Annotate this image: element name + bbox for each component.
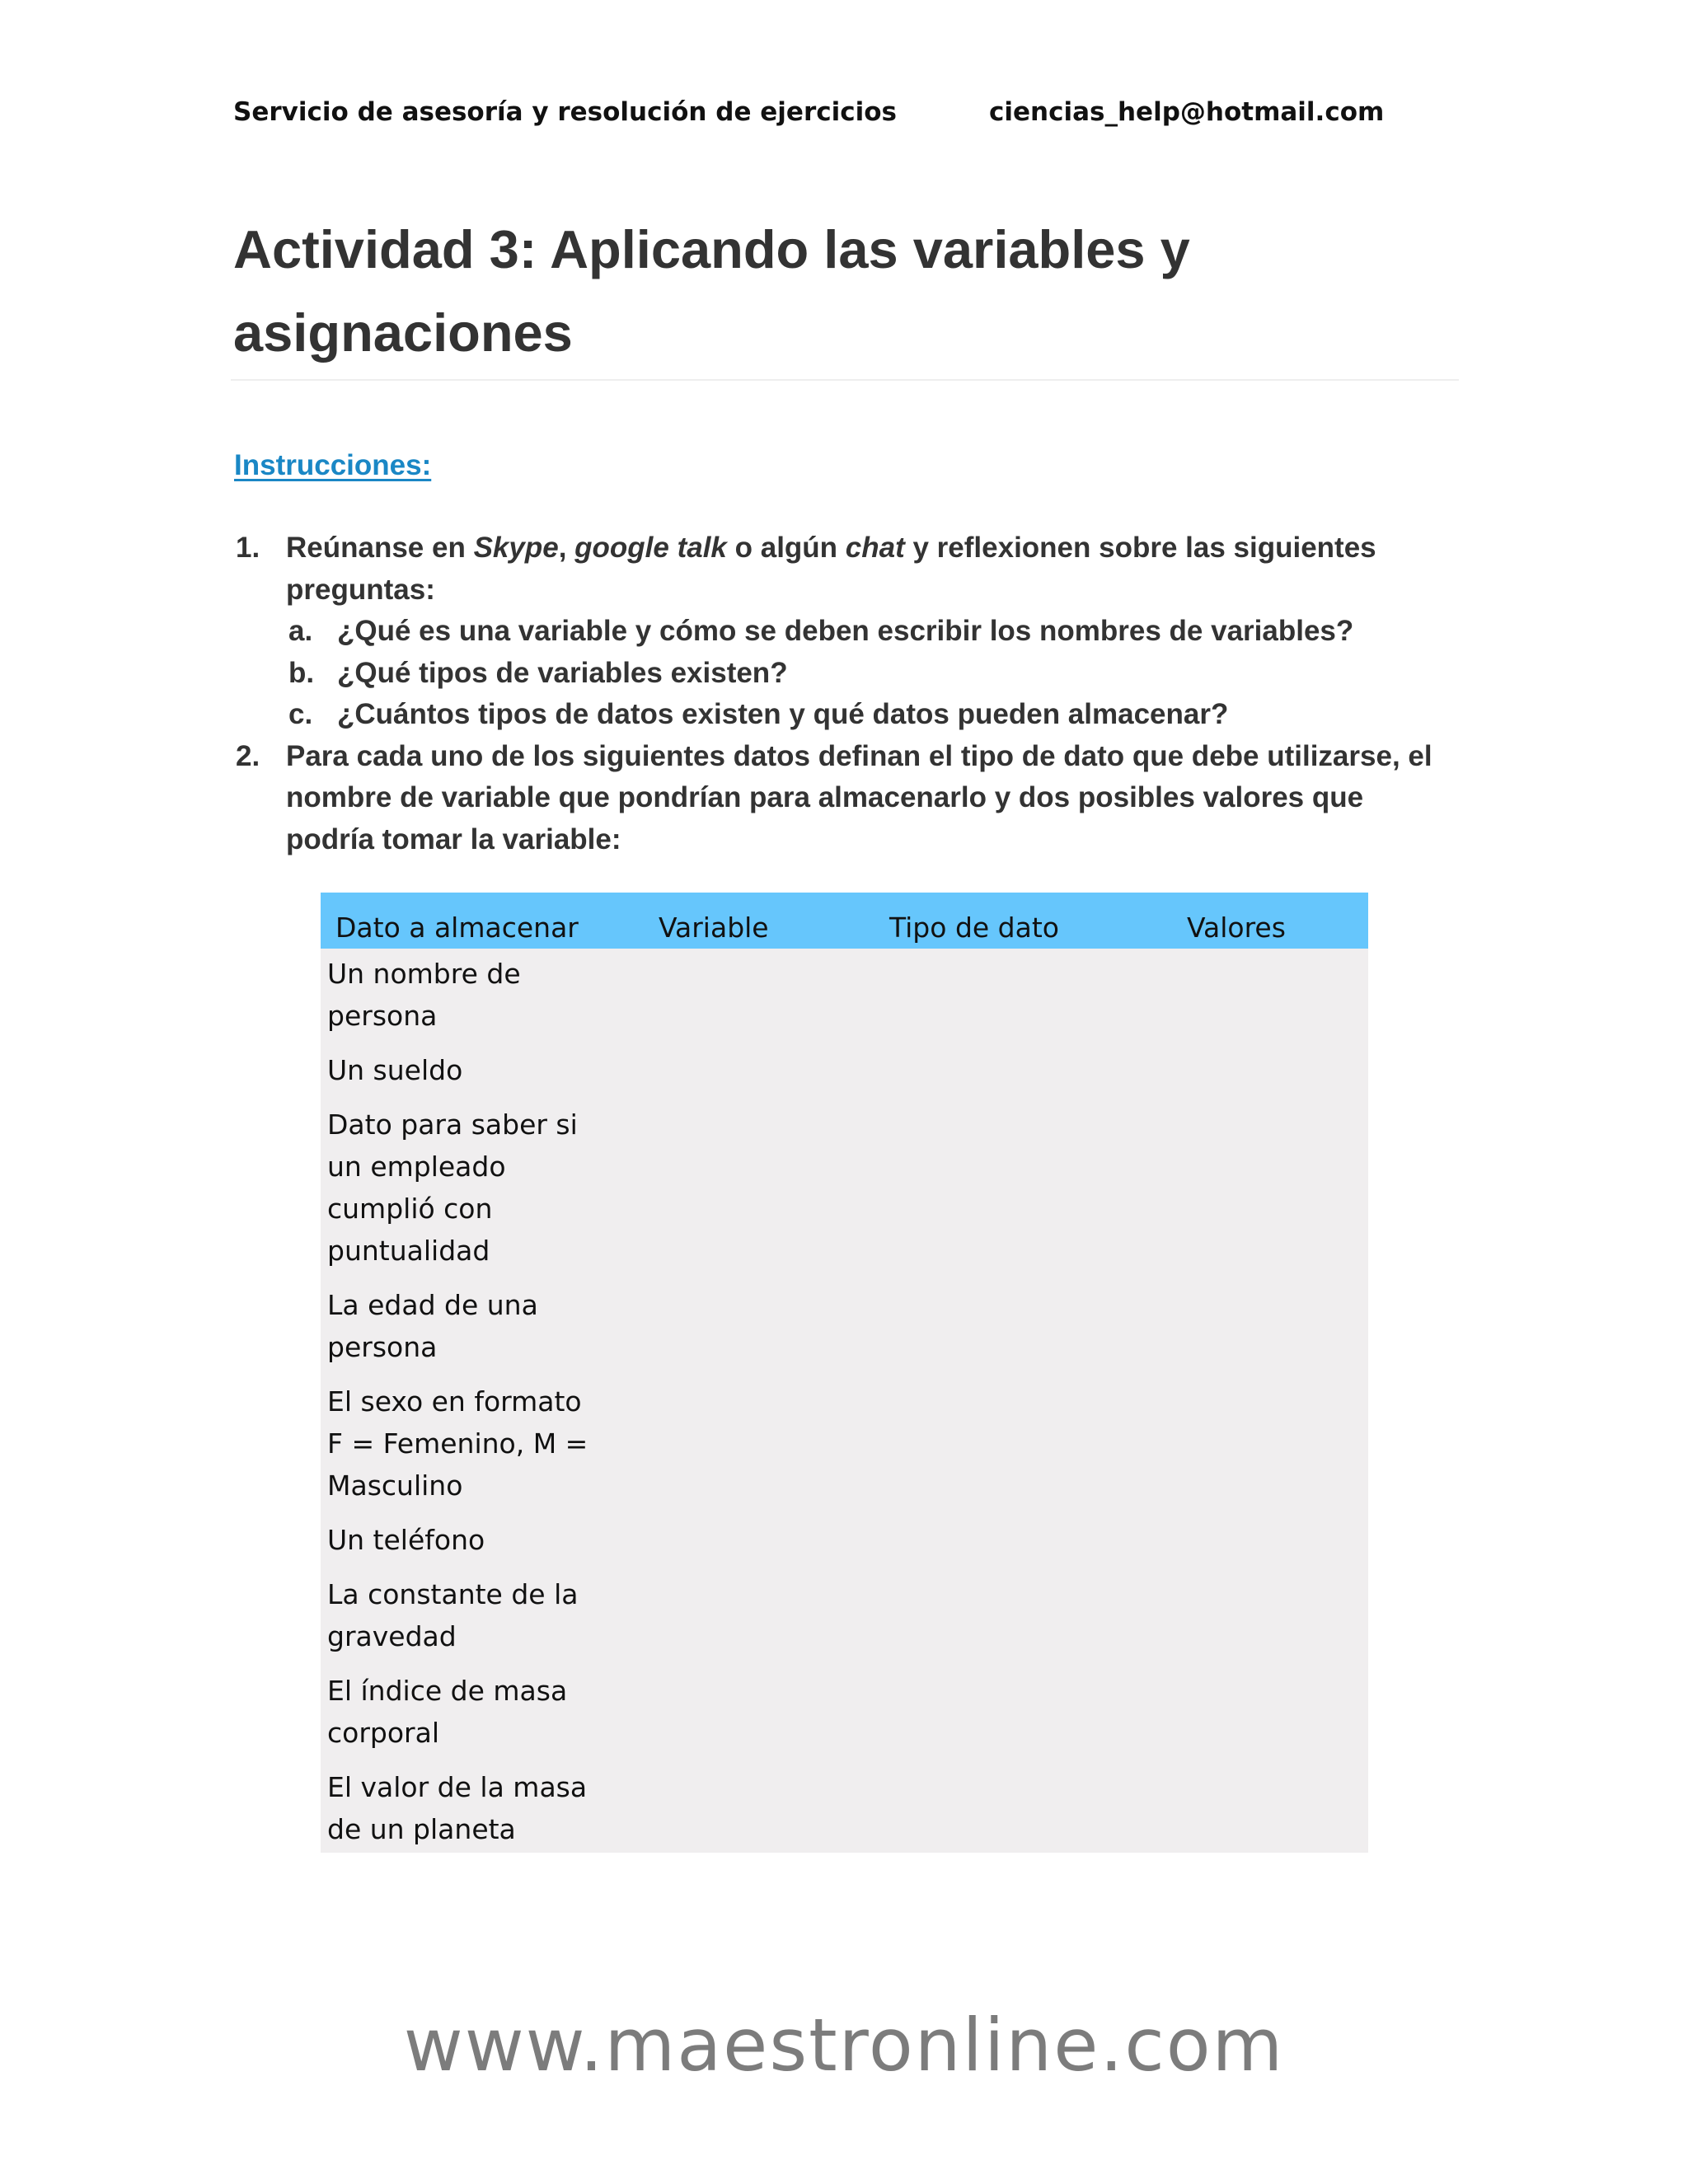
table-row: El valor de la masa de un planeta bbox=[327, 1771, 588, 1845]
column-header-tipo: Tipo de dato bbox=[889, 912, 1059, 944]
data-types-table bbox=[321, 893, 1368, 1853]
table-row: El índice de masa corporal bbox=[327, 1675, 568, 1749]
header-service-text: Servicio de asesoría y resolución de ejercicios bbox=[233, 97, 897, 127]
column-header-variable: Variable bbox=[659, 912, 769, 944]
list-item-2 bbox=[233, 736, 1453, 861]
sub-item-text: ¿Cuántos tipos de datos existen y qué datos pueden almacenar? bbox=[337, 698, 1229, 730]
text-part: , bbox=[558, 532, 575, 564]
sub-item-a bbox=[233, 611, 1453, 653]
list-item-number: 2. bbox=[236, 739, 260, 772]
column-header-dato: Dato a almacenar bbox=[335, 912, 579, 944]
header-email-text: ciencias_help@hotmail.com bbox=[989, 97, 1385, 127]
page-title: Actividad 3: Aplicando las variables y asignaciones bbox=[233, 219, 1190, 363]
sub-item-b bbox=[233, 653, 1453, 695]
table-row: Un nombre de persona bbox=[327, 958, 521, 1032]
table-row: Un sueldo bbox=[327, 1054, 463, 1086]
sub-item-text: ¿Qué es una variable y cómo se deben escribir los nombres de variables? bbox=[337, 615, 1354, 647]
sub-item-letter: c. bbox=[288, 698, 313, 730]
list-item-1 bbox=[233, 527, 1453, 736]
table-row: La edad de una persona bbox=[327, 1289, 538, 1363]
table-row: El sexo en formato F = Femenino, M = Masculino bbox=[327, 1385, 588, 1502]
chat-text: chat bbox=[845, 532, 905, 564]
table-row: Dato para saber si un empleado cumplió con puntualidad bbox=[327, 1108, 578, 1267]
instructions-list bbox=[233, 527, 1453, 860]
skype-text: Skype bbox=[473, 532, 559, 564]
sub-item-text: ¿Qué tipos de variables existen? bbox=[337, 656, 788, 689]
text-part: o algún bbox=[726, 532, 846, 564]
site-watermark: www.maestronline.com bbox=[403, 2003, 1285, 2088]
table-body bbox=[321, 949, 1368, 1853]
table-row: Un teléfono bbox=[327, 1524, 485, 1556]
title-divider bbox=[231, 379, 1459, 381]
google-talk-text: google talk bbox=[574, 532, 727, 564]
list-item-number: 1. bbox=[236, 532, 260, 564]
sub-item-letter: a. bbox=[288, 615, 313, 647]
sub-item-letter: b. bbox=[288, 656, 315, 689]
list-item-text bbox=[286, 527, 1453, 611]
list-item-text: Para cada uno de los siguientes datos definan el tipo de dato que debe utilizarse, el nombre de variable que pondrían para almacenarlo y dos posibles valores que podría tomar la variable: bbox=[286, 739, 1432, 855]
table-row: La constante de la gravedad bbox=[327, 1578, 579, 1652]
sub-item-c bbox=[233, 694, 1453, 736]
text-part: Reúnanse en bbox=[286, 532, 474, 564]
instructions-heading: Instrucciones: bbox=[234, 449, 432, 481]
column-header-valores: Valores bbox=[1187, 912, 1286, 944]
text-part: y reflexionen sobre las siguientes preguntas: bbox=[286, 532, 1376, 606]
table-header-row bbox=[321, 893, 1368, 949]
